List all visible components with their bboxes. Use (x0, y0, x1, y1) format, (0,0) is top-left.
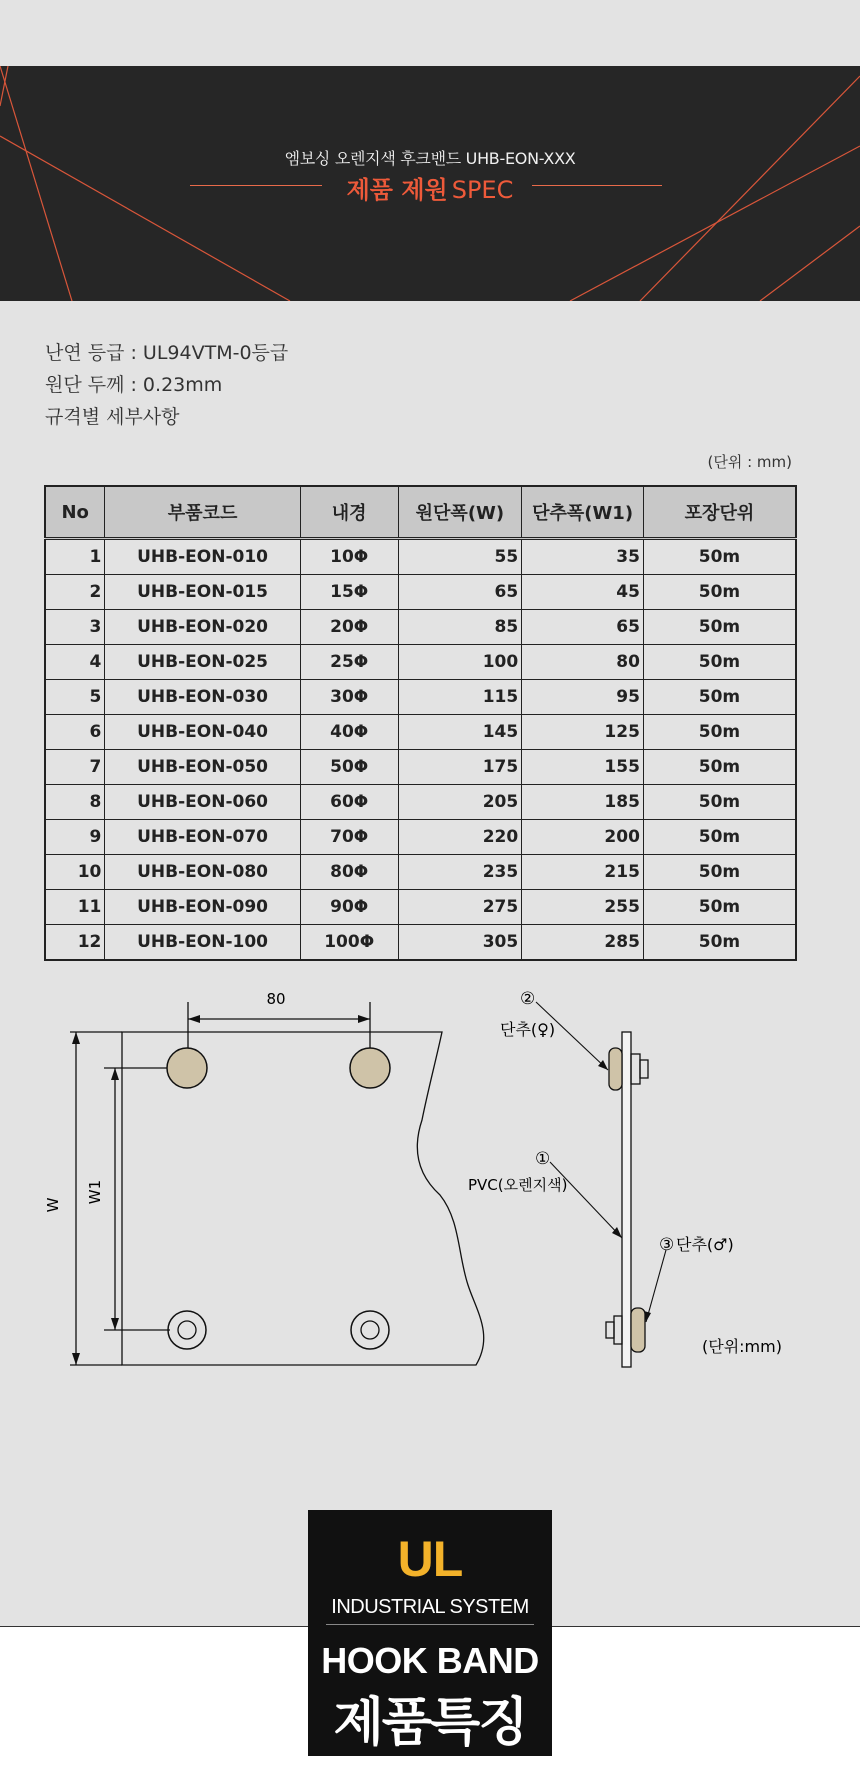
table-unit-note: (단위 : mm) (707, 453, 792, 471)
table-row (45, 539, 796, 575)
cell-pack-unit: 50m (643, 750, 796, 785)
spec-table (44, 485, 797, 961)
cell-width: 55 (398, 539, 522, 575)
cell-code: UHB-EON-080 (105, 855, 300, 890)
cell-snap-width: 200 (522, 820, 644, 855)
cell-pack-unit: 50m (643, 855, 796, 890)
table-row (45, 925, 796, 961)
callout-3-label: 단추(♂) (676, 1235, 734, 1254)
table-row (45, 680, 796, 715)
cell-width: 145 (398, 715, 522, 750)
cell-no: 12 (45, 925, 105, 961)
badge-industrial-system: INDUSTRIAL SYSTEM (331, 1596, 529, 1618)
title-english: SPEC (451, 176, 514, 204)
cell-snap-width: 95 (522, 680, 644, 715)
cell-inner-diameter: 50Φ (300, 750, 398, 785)
cell-no: 11 (45, 890, 105, 925)
spec-thickness: 원단 두께 : 0.23mm (45, 374, 223, 396)
cell-pack-unit: 50m (643, 575, 796, 610)
col-header-snap-width: 단추폭(W1) (522, 486, 644, 539)
cell-snap-width: 45 (522, 575, 644, 610)
table-row (45, 785, 796, 820)
header-banner (0, 66, 860, 301)
band-section (622, 1032, 631, 1367)
cell-inner-diameter: 90Φ (300, 890, 398, 925)
cell-code: UHB-EON-040 (105, 715, 300, 750)
cell-no: 3 (45, 610, 105, 645)
hook-band-diagram (0, 980, 860, 1390)
col-header-pack-unit: 포장단위 (643, 486, 796, 539)
cell-no: 4 (45, 645, 105, 680)
cell-pack-unit: 50m (643, 925, 796, 961)
callout-2-number: ② (520, 989, 536, 1009)
spec-list (45, 337, 288, 433)
cell-inner-diameter: 40Φ (300, 715, 398, 750)
callout-3-number: ③ (659, 1235, 675, 1255)
dim-w-label: W (44, 1197, 62, 1213)
dim-w1-label: W1 (86, 1179, 104, 1205)
cell-width: 115 (398, 680, 522, 715)
col-header-inner-diameter: 내경 (300, 486, 398, 539)
cell-inner-diameter: 60Φ (300, 785, 398, 820)
cell-width: 100 (398, 645, 522, 680)
col-header-no: No (45, 486, 105, 539)
cell-width: 235 (398, 855, 522, 890)
cell-snap-width: 80 (522, 645, 644, 680)
badge-divider (326, 1624, 534, 1625)
cell-snap-width: 285 (522, 925, 644, 961)
cell-no: 9 (45, 820, 105, 855)
male-snap-side (631, 1308, 645, 1352)
male-snap-right (351, 1311, 389, 1349)
callout-2-label: 단추(♀) (500, 1020, 556, 1039)
cell-width: 85 (398, 610, 522, 645)
cell-code: UHB-EON-070 (105, 820, 300, 855)
table-row (45, 645, 796, 680)
cell-pack-unit: 50m (643, 610, 796, 645)
cell-width: 220 (398, 820, 522, 855)
cell-code: UHB-EON-100 (105, 925, 300, 961)
cell-inner-diameter: 25Φ (300, 645, 398, 680)
cell-no: 7 (45, 750, 105, 785)
cell-snap-width: 125 (522, 715, 644, 750)
cell-no: 10 (45, 855, 105, 890)
cell-inner-diameter: 10Φ (300, 539, 398, 575)
table-row (45, 820, 796, 855)
cell-pack-unit: 50m (643, 785, 796, 820)
cell-inner-diameter: 20Φ (300, 610, 398, 645)
cell-inner-diameter: 80Φ (300, 855, 398, 890)
cell-snap-width: 155 (522, 750, 644, 785)
spec-flame-grade: 난연 등급 : UL94VTM-0등급 (45, 342, 289, 364)
cell-inner-diameter: 100Φ (300, 925, 398, 961)
cell-snap-width: 215 (522, 855, 644, 890)
cell-pack-unit: 50m (643, 645, 796, 680)
cell-snap-width: 185 (522, 785, 644, 820)
table-header-row (45, 486, 796, 539)
cell-snap-width: 255 (522, 890, 644, 925)
cell-code: UHB-EON-020 (105, 610, 300, 645)
table-row (45, 610, 796, 645)
badge-ul-logo: UL (397, 1531, 463, 1587)
banner-subtitle: 엠보싱 오렌지색 후크밴드 UHB-EON-XXX (284, 149, 576, 168)
cell-code: UHB-EON-030 (105, 680, 300, 715)
cell-width: 275 (398, 890, 522, 925)
spec-detail-heading: 규격별 세부사항 (45, 406, 180, 428)
callout-1-number: ① (535, 1149, 551, 1169)
table-row (45, 855, 796, 890)
cell-no: 1 (45, 539, 105, 575)
table-row (45, 750, 796, 785)
cell-inner-diameter: 30Φ (300, 680, 398, 715)
cell-pack-unit: 50m (643, 539, 796, 575)
female-snap-side (609, 1048, 622, 1090)
cell-code: UHB-EON-010 (105, 539, 300, 575)
cell-snap-width: 35 (522, 539, 644, 575)
brand-badge (308, 1510, 552, 1756)
cell-no: 6 (45, 715, 105, 750)
cell-width: 65 (398, 575, 522, 610)
badge-feature-title: 제품특징 (333, 1693, 527, 1753)
male-snap-left (168, 1311, 206, 1349)
cell-no: 2 (45, 575, 105, 610)
callout-1-label: PVC(오렌지색) (468, 1176, 568, 1194)
cell-code: UHB-EON-015 (105, 575, 300, 610)
cell-no: 5 (45, 680, 105, 715)
cell-pack-unit: 50m (643, 680, 796, 715)
cell-code: UHB-EON-090 (105, 890, 300, 925)
badge-hook-band: HOOK BAND (321, 1640, 539, 1681)
cell-pack-unit: 50m (643, 715, 796, 750)
table-row (45, 890, 796, 925)
female-snap-left (167, 1048, 207, 1088)
cell-snap-width: 65 (522, 610, 644, 645)
cell-width: 205 (398, 785, 522, 820)
cell-width: 305 (398, 925, 522, 961)
table-row (45, 715, 796, 750)
col-header-width: 원단폭(W) (398, 486, 522, 539)
col-header-code: 부품코드 (105, 486, 300, 539)
cell-code: UHB-EON-060 (105, 785, 300, 820)
banner-title (0, 170, 860, 205)
cell-width: 175 (398, 750, 522, 785)
title-korean: 제품 제원 (346, 176, 448, 204)
cell-pack-unit: 50m (643, 890, 796, 925)
cell-inner-diameter: 15Φ (300, 575, 398, 610)
cell-code: UHB-EON-050 (105, 750, 300, 785)
cell-inner-diameter: 70Φ (300, 820, 398, 855)
cell-code: UHB-EON-025 (105, 645, 300, 680)
table-row (45, 575, 796, 610)
female-snap-right (350, 1048, 390, 1088)
cell-pack-unit: 50m (643, 820, 796, 855)
cell-no: 8 (45, 785, 105, 820)
dim-80-label: 80 (266, 990, 286, 1008)
diagram-unit-note: (단위:mm) (702, 1337, 782, 1356)
